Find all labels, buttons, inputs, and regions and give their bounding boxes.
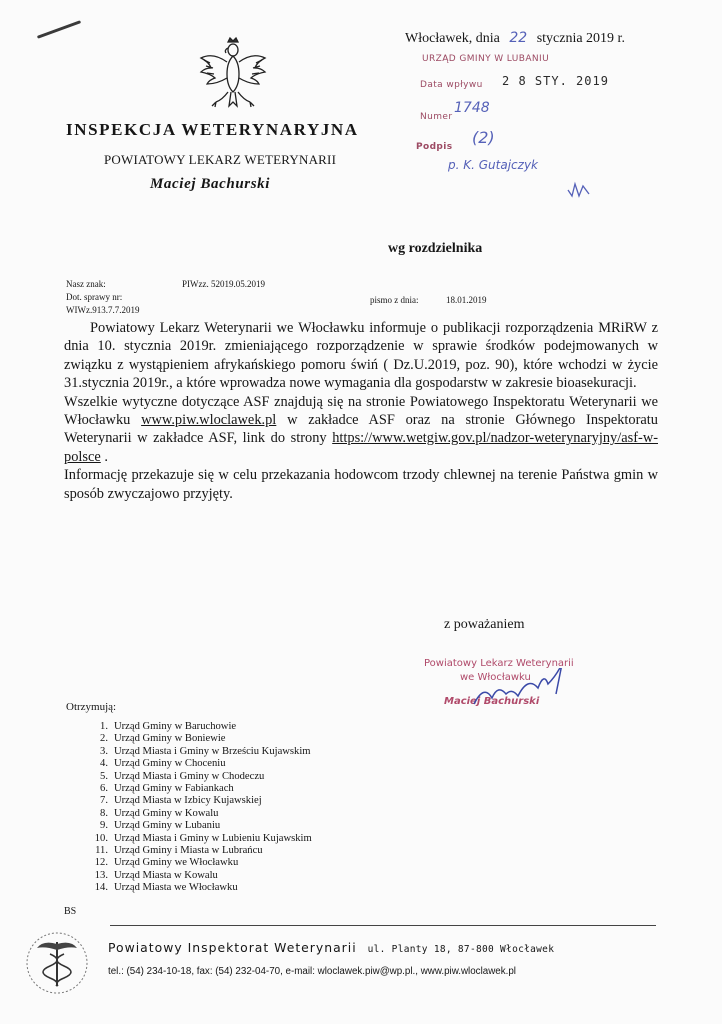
- stamp-date: 2 8 STY. 2019: [502, 74, 609, 88]
- list-item: 3. Urząd Miasta i Gminy w Brześciu Kujawskim: [100, 745, 311, 757]
- case-ref-value: WIWz.913.7.7.2019: [66, 305, 140, 315]
- list-item: 8. Urząd Gminy w Kowalu: [100, 807, 219, 819]
- official-name: Maciej Bachurski: [150, 176, 271, 192]
- recipients-list: [86, 721, 312, 895]
- place-date: [405, 30, 625, 47]
- handwritten-mark-icon: [566, 180, 596, 200]
- list-item: 4. Urząd Gminy w Choceniu: [100, 758, 226, 770]
- stamp-initials: (2): [472, 128, 495, 147]
- case-ref-label: Dot. sprawy nr:: [66, 292, 123, 302]
- org-subtitle: POWIATOWY LEKARZ WETERYNARII: [104, 152, 337, 167]
- place-date-prefix: Włocławek, dnia: [405, 31, 500, 46]
- letter-date-value: 18.01.2019: [446, 295, 487, 305]
- author-initials: BS: [64, 906, 77, 917]
- body-paragraph-2-a: Wszelkie wytyczne dotyczące ASF znajdują się na stronie Powiatowego Inspektoratu Weterynarii we Włocławku: [64, 393, 658, 429]
- signature-stamp-line1: Powiatowy Lekarz Weterynarii: [424, 658, 574, 669]
- our-ref-label: Nasz znak:: [66, 279, 106, 289]
- list-item: 12. Urząd Gminy we Włocławku: [94, 857, 239, 869]
- list-item: 13. Urząd Miasta w Kowalu: [94, 869, 218, 881]
- footer-contact: tel.: (54) 234-10-18, fax: (54) 232-04-70, e-mail: wloclawek.piw@wp.pl., www.piw.wloclawek.pl: [108, 966, 516, 977]
- body-paragraph-3: Informację przekazuje się w celu przekazania hodowcom trzody chlewnej na terenie Państwa gmin w sposób zwyczajowo przyjęty.: [64, 467, 658, 502]
- list-item: 5. Urząd Miasta i Gminy w Chodeczu: [100, 770, 265, 782]
- received-stamp: [416, 54, 616, 174]
- caduceus-icon: [24, 930, 90, 996]
- list-item: 2. Urząd Gminy w Boniewie: [100, 733, 226, 745]
- wetgiw-asf-link[interactable]: https://www.wetgiw.gov.pl/nadzor-weterynaryjny/asf-w-polsce: [64, 430, 658, 465]
- our-ref-value: PIWzz. 52019.05.2019: [182, 279, 265, 289]
- org-title: INSPEKCJA WETERYNARYJNA: [66, 120, 359, 139]
- closing: z poważaniem: [444, 617, 525, 632]
- stamp-office: URZĄD GMINY W LUBANIU: [422, 54, 550, 64]
- footer-org: [108, 940, 554, 955]
- list-item: 14. Urząd Miasta we Włocławku: [94, 882, 238, 894]
- list-item: 10. Urząd Miasta i Gminy w Lubieniu Kujawskim: [94, 832, 312, 844]
- recipients-label: Otrzymują:: [66, 701, 117, 713]
- body-paragraph-2-c: .: [104, 448, 108, 465]
- list-item: 9. Urząd Gminy w Lubaniu: [100, 820, 221, 832]
- footer-divider: [110, 925, 656, 926]
- footer-address: ul. Planty 18, 87-800 Włocławek: [367, 944, 555, 955]
- signature-stamp-line3: Maciej Bachurski: [444, 696, 540, 707]
- signature-stamp-line2: we Włocławku: [460, 672, 531, 683]
- stamp-number-value: 1748: [454, 100, 490, 116]
- body-paragraph-2: [64, 393, 658, 467]
- stamp-date-label: Data wpływu: [420, 80, 483, 90]
- list-item: 7. Urząd Miasta w Izbicy Kujawskiej: [100, 795, 262, 807]
- stamp-note: p. K. Gutajczyk: [448, 158, 538, 172]
- addressee: wg rozdzielnika: [388, 241, 483, 256]
- list-item: 11. Urząd Gminy i Miasta w Lubrańcu: [95, 845, 263, 857]
- polish-eagle-icon: [198, 36, 268, 116]
- stamp-number-label: Numer: [420, 112, 453, 122]
- list-item: 1. Urząd Gminy w Baruchowie: [100, 721, 237, 732]
- body-paragraph-1: Powiatowy Lekarz Weterynarii we Włocławku informuje o publikacji rozporządzenia MRiRW z dnia 10. stycznia 2019r. zmieniającego rozporządzenie w sprawie środków podejmowanych w związku z wystąpieniem afrykańskiego pomoru świń ( Dz.U.2019, poz. 90), które wchodzi w życie 31.stycznia 2019r., a które wprowadza nowe wymagania dla gospodarstw w zakresie bioasekuracji.: [64, 320, 658, 392]
- footer-org-name: Powiatowy Inspektorat Weterynarii: [108, 940, 357, 955]
- piw-website-link[interactable]: www.piw.wloclawek.pl: [141, 412, 277, 429]
- letter-date-label: pismo z dnia:: [370, 295, 419, 305]
- handwritten-signature-icon: [470, 668, 590, 714]
- stamp-sign-label: Podpis: [416, 142, 453, 152]
- scan-mark: [37, 20, 81, 39]
- body-paragraph-2-b: w zakładce ASF oraz na stronie Głównego Inspektoratu Weterynarii w zakładce ASF, link do strony: [64, 412, 658, 447]
- date-day-handwritten: 22: [509, 30, 528, 46]
- letter-body: [64, 319, 658, 503]
- list-item: 6. Urząd Gminy w Fabiankach: [100, 783, 234, 795]
- place-date-suffix: stycznia 2019 r.: [536, 31, 625, 46]
